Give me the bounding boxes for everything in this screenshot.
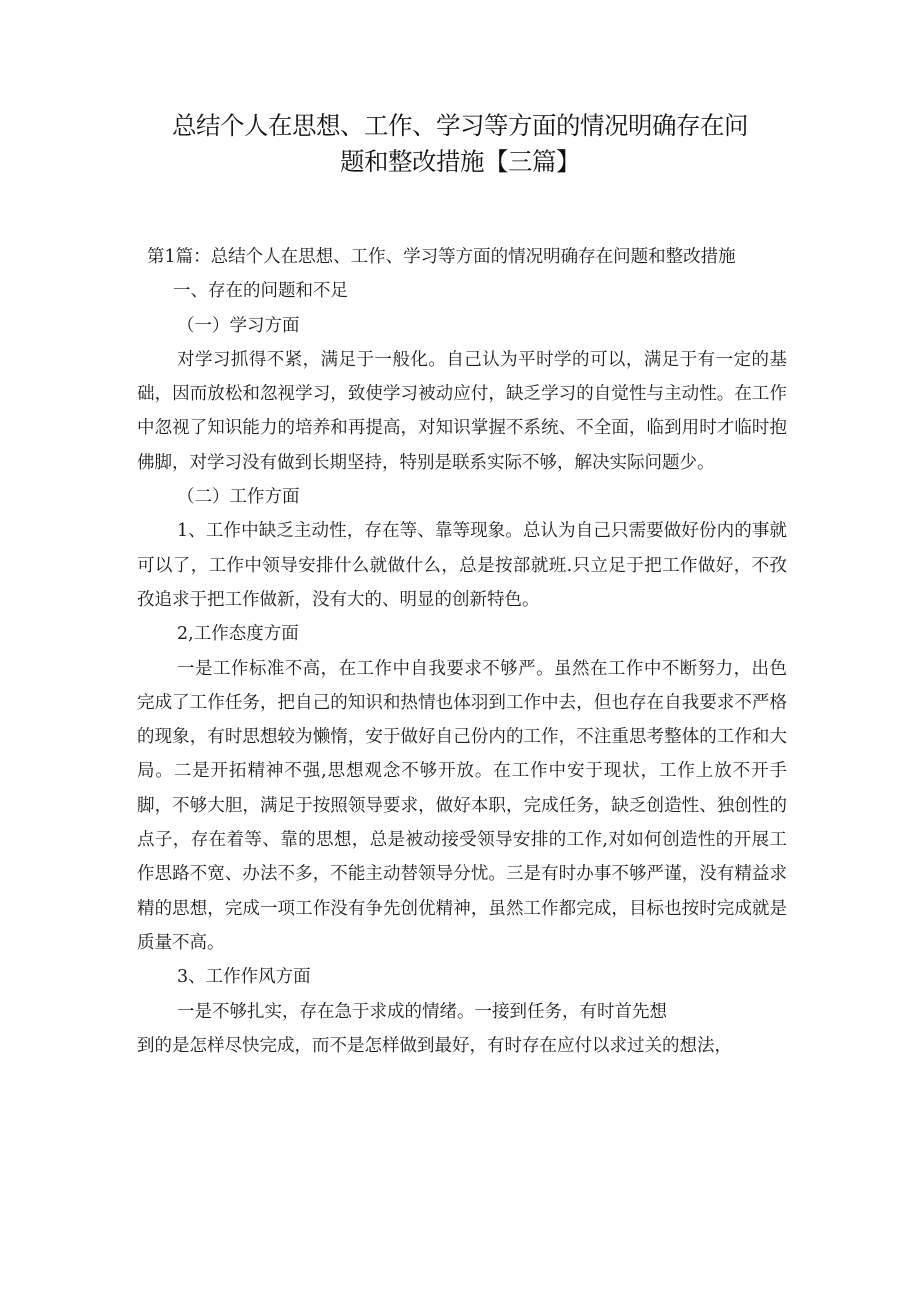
item-heading: 3、工作作风方面 <box>177 967 311 988</box>
section-heading: 一、存在的问题和不足 <box>173 281 348 302</box>
document-title <box>150 108 770 180</box>
body-paragraph: 一是不够扎实，存在急于求成的情绪。一接到任务，有时首先想 <box>177 1001 667 1022</box>
document-body <box>137 240 787 1063</box>
body-paragraph: 1、工作中缺乏主动性，存在等、靠等现象。总认为自己只需要做好份内的事就可以了，工作中领导安排什么就做什么，总是按部就班.只立足于把工作做好，不孜孜追求于把工作做新，没有大的、明显的创新特色。 <box>137 521 787 610</box>
document-title-line-1: 总结个人在思想、工作、学习等方面的情况明确存在问 <box>172 111 748 140</box>
body-paragraph: 一是工作标准不高，在工作中自我要求不够严。虽然在工作中不断努力，出色完成了工作任务，把自己的知识和热情也体羽到工作中去，但也存在自我要求不严格的现象，有时思想较为懒惰，安于做好自己份内的工作，不注重思考整体的工作和大局。二是开拓精神不强,思想观念不够开放。在工作中安于现状，工作上放不开手脚，不够大胆，满足于按照领导要求，做好本职，完成任务，缺乏创造性、独创性的点子，存在着等、靠的思想，总是被动接受领导安排的工作,对如何创造性的开展工作思路不宽、办法不多，不能主动替领导分忧。三是有时办事不够严谨，没有精益求精的思想，完成一项工作没有争先创优精神，虽然工作都完成，目标也按时完成就是质量不高。 <box>137 658 787 953</box>
document-title-line-2: 题和整改措施【三篇】 <box>340 147 580 176</box>
item-heading: 2,工作态度方面 <box>177 624 299 645</box>
body-paragraph: 对学习抓得不紧，满足于一般化。自己认为平时学的可以，满足于有一定的基础，因而放松和忽视学习，致使学习被动应付，缺乏学习的自觉性与主动性。在工作中忽视了知识能力的培养和再提高，对知识掌握不系统、不全面，临到用时才临时抱佛脚，对学习没有做到长期坚持，特别是联系实际不够，解决实际问题少。 <box>137 349 787 473</box>
subsection-heading: （一）学习方面 <box>177 315 300 336</box>
body-paragraph-continued: 到的是怎样尽快完成，而不是怎样做到最好，有时存在应付以求过关的想法， <box>137 1035 732 1056</box>
subsection-heading: （二）工作方面 <box>177 487 300 508</box>
chapter-heading: 第1篇：总结个人在思想、工作、学习等方面的情况明确存在问题和整改措施 <box>147 247 736 267</box>
